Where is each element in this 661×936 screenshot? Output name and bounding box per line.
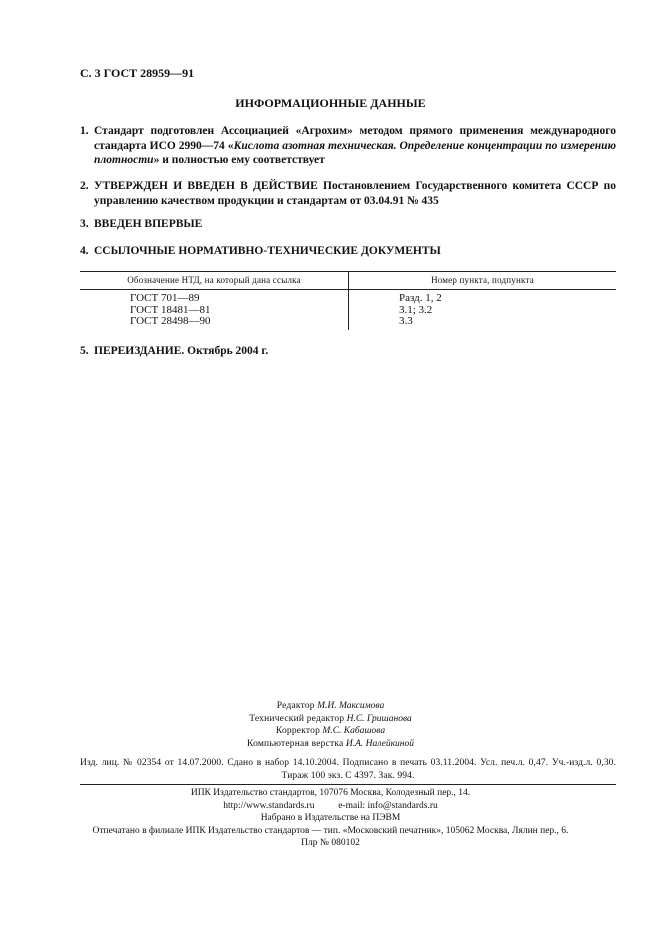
item-text — [94, 124, 616, 168]
publication-info — [80, 757, 616, 782]
item-text-title: Кислота азотная техническая. Определение концентрации по измерению плотности — [94, 139, 616, 166]
publication-info-line: Тираж 100 экз. С 4397. Зак. 994. — [281, 770, 415, 781]
info-item-3 — [80, 217, 616, 232]
divider — [80, 784, 616, 785]
credit-role: Редактор — [276, 701, 315, 711]
item-text-part: » и полностью ему соответствует — [153, 154, 325, 166]
column-header: Номер пункта, подпункта — [349, 272, 617, 290]
email-link: e-mail: info@standards.ru — [338, 800, 438, 811]
credit-name: М.С. Кабашова — [322, 726, 386, 736]
printer-info — [0, 787, 661, 850]
credit-name: И.А. Налейкиной — [345, 738, 414, 749]
item-text — [94, 179, 616, 208]
clause-number: 3.1; 3.2 — [399, 303, 433, 316]
column-header: Обозначение НТД, на который дана ссылка — [80, 272, 349, 290]
doc-designation: ГОСТ 701—89 — [80, 290, 349, 305]
info-item-5 — [80, 344, 616, 359]
item-number: 4. — [80, 245, 89, 257]
publication-info-line: Изд. лиц. № 02354 от 14.07.2000. Сдано в набор 14.10.2004. Подписано в печать 03.11.2004. Усл. печ.л. 0,47. Уч.-изд.л. 0,30. — [80, 758, 616, 768]
doc-designation: ГОСТ 18481—81 — [80, 305, 349, 317]
editorial-credits — [0, 700, 661, 750]
item-lead: УТВЕРЖДЕН И ВВЕДЕН В ДЕЙСТВИЕ — [94, 180, 318, 192]
table-row — [80, 290, 616, 305]
item-number: 3. — [80, 218, 89, 230]
credit-role: Компьютерная верстка — [247, 738, 344, 749]
item-text-part: Стандарт подготовлен Ассоциацией «Агрохим» методом прямого применения международного стандарта ИСО 2990—74 « — [94, 125, 616, 152]
credit-name: М.И. Максимова — [317, 701, 385, 711]
info-item-2 — [80, 179, 616, 208]
typesetting-note: Набрано в Издательстве на ПЭВМ — [260, 813, 401, 823]
page-header: С. 3 ГОСТ 28959—91 — [80, 66, 195, 80]
reference-documents-table — [80, 271, 616, 330]
printer-contacts — [0, 800, 661, 813]
info-item-4 — [80, 244, 616, 259]
clause-number: Разд. 1, 2 — [399, 292, 442, 304]
item-text-part: Постановлением Государственного комитета СССР по управлению качеством продукции и стандартам от 03.04.91 № 435 — [94, 180, 616, 207]
doc-designation: ГОСТ 28498—90 — [80, 316, 349, 330]
credit-line — [0, 700, 661, 713]
license-number: Плр № 080102 — [301, 838, 360, 848]
section-title: ИНФОРМАЦИОННЫЕ ДАННЫЕ — [235, 96, 426, 110]
table-row — [80, 316, 616, 330]
item-lead: ПЕРЕИЗДАНИЕ. — [94, 345, 185, 357]
credit-role: Корректор — [275, 726, 321, 736]
credit-line — [0, 713, 661, 726]
item-text: ВВЕДЕН ВПЕРВЫЕ — [94, 218, 203, 230]
item-text — [94, 344, 616, 359]
item-number: 2. — [80, 180, 89, 192]
print-note: Отпечатано в филиале ИПК Издательство стандартов — тип. «Московский печатник», 105062 Москва, Лялин пер., 6. — [92, 825, 569, 836]
credit-name: Н.С. Гришанова — [346, 713, 412, 724]
item-text: ССЫЛОЧНЫЕ НОРМАТИВНО-ТЕХНИЧЕСКИЕ ДОКУМЕНТЫ — [94, 245, 441, 257]
table-header-row — [80, 272, 616, 290]
website-link: http://www.standards.ru — [223, 800, 315, 811]
info-item-1 — [80, 124, 616, 168]
clause-number: 3.3 — [399, 315, 413, 327]
item-text-part: Октябрь 2004 г. — [184, 345, 269, 357]
item-number: 1. — [80, 125, 89, 137]
credit-line — [0, 738, 661, 751]
item-number: 5. — [80, 345, 89, 357]
credit-role: Технический редактор — [249, 713, 345, 724]
printer-address: ИПК Издательство стандартов, 107076 Москва, Колодезный пер., 14. — [190, 788, 471, 798]
credit-line — [0, 725, 661, 738]
